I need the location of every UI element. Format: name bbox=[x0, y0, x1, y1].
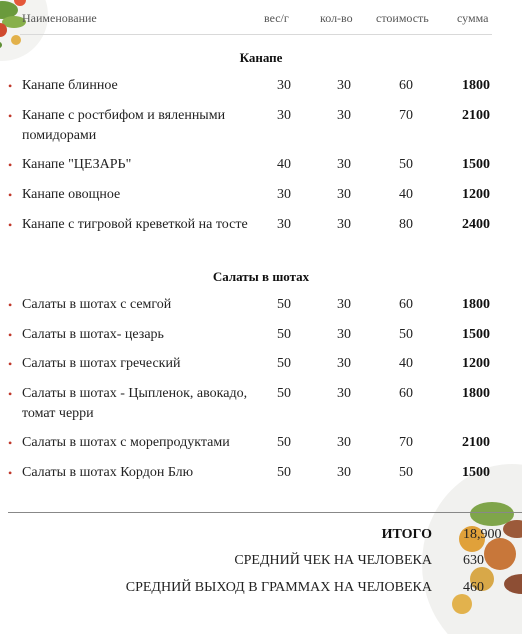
item-price: 60 bbox=[399, 297, 413, 312]
totals-divider bbox=[8, 512, 522, 513]
item-weight: 50 bbox=[277, 327, 291, 342]
bullet-icon: • bbox=[8, 109, 13, 123]
bullet-icon: • bbox=[8, 466, 13, 480]
column-header-qty: кол-во bbox=[320, 11, 353, 25]
item-price: 70 bbox=[399, 435, 413, 450]
bullet-icon: • bbox=[8, 387, 13, 401]
item-weight: 50 bbox=[277, 465, 291, 480]
item-name: Канапе "ЦЕЗАРЬ" bbox=[22, 157, 132, 172]
item-sum: 2100 bbox=[462, 435, 490, 450]
item-weight: 30 bbox=[277, 187, 291, 202]
bullet-icon: • bbox=[8, 436, 13, 450]
section-title: Салаты в шотах bbox=[212, 269, 310, 284]
item-name: Салаты в шотах греческий bbox=[22, 356, 181, 371]
item-weight: 50 bbox=[277, 435, 291, 450]
item-name: Салаты в шотах Кордон Блю bbox=[22, 465, 194, 480]
item-sum: 1500 bbox=[462, 157, 490, 172]
item-price: 50 bbox=[399, 465, 413, 480]
item-price: 70 bbox=[399, 108, 413, 123]
item-sum: 1200 bbox=[462, 187, 490, 202]
column-header-weight: вес/г bbox=[264, 11, 289, 25]
header-divider bbox=[20, 34, 492, 35]
item-sum: 1800 bbox=[462, 386, 490, 401]
item-qty: 30 bbox=[337, 386, 351, 401]
item-qty: 30 bbox=[337, 465, 351, 480]
item-name: Канапе овощное bbox=[22, 187, 121, 202]
item-name: Салаты в шотах с морепродуктами bbox=[22, 435, 230, 450]
total-value: 18,900 bbox=[463, 527, 502, 542]
item-name: Канапе с тигровой креветкой на тосте bbox=[22, 217, 248, 232]
item-sum: 2400 bbox=[462, 217, 490, 232]
item-sum: 1200 bbox=[462, 356, 490, 371]
item-weight: 30 bbox=[277, 217, 291, 232]
item-qty: 30 bbox=[337, 297, 351, 312]
item-weight: 30 bbox=[277, 78, 291, 93]
item-qty: 30 bbox=[337, 217, 351, 232]
item-price: 50 bbox=[399, 327, 413, 342]
item-sum: 1500 bbox=[462, 327, 490, 342]
item-sum: 2100 bbox=[462, 108, 490, 123]
item-name: Салаты в шотах - Цыпленок, авокадо, томат черри bbox=[22, 386, 248, 421]
bullet-icon: • bbox=[8, 158, 13, 172]
avg-check-value: 630 bbox=[463, 553, 484, 568]
item-weight: 50 bbox=[277, 386, 291, 401]
avg-check-label: СРЕДНИЙ ЧЕК НА ЧЕЛОВЕКА bbox=[234, 553, 432, 568]
item-price: 60 bbox=[399, 78, 413, 93]
item-qty: 30 bbox=[337, 157, 351, 172]
item-weight: 40 bbox=[277, 157, 291, 172]
item-name: Канапе с ростбифом и вяленными помидорами bbox=[22, 108, 226, 143]
item-price: 40 bbox=[399, 187, 413, 202]
item-name: Салаты в шотах с семгой bbox=[22, 297, 172, 312]
item-qty: 30 bbox=[337, 108, 351, 123]
item-price: 40 bbox=[399, 356, 413, 371]
item-qty: 30 bbox=[337, 327, 351, 342]
bullet-icon: • bbox=[8, 79, 13, 93]
bullet-icon: • bbox=[8, 357, 13, 371]
bullet-icon: • bbox=[8, 298, 13, 312]
item-qty: 30 bbox=[337, 187, 351, 202]
item-price: 50 bbox=[399, 157, 413, 172]
item-sum: 1800 bbox=[462, 78, 490, 93]
column-header-name: Наименование bbox=[22, 11, 97, 25]
item-qty: 30 bbox=[337, 78, 351, 93]
item-price: 80 bbox=[399, 217, 413, 232]
item-price: 60 bbox=[399, 386, 413, 401]
column-header-price: стоимость bbox=[376, 11, 429, 25]
item-name: Салаты в шотах- цезарь bbox=[22, 327, 164, 342]
item-name: Канапе блинное bbox=[22, 78, 118, 93]
section-title: Канапе bbox=[239, 50, 283, 65]
bullet-icon: • bbox=[8, 328, 13, 342]
column-header-sum: сумма bbox=[457, 11, 489, 25]
item-weight: 50 bbox=[277, 297, 291, 312]
item-weight: 50 bbox=[277, 356, 291, 371]
item-sum: 1800 bbox=[462, 297, 490, 312]
total-label: ИТОГО bbox=[381, 527, 432, 542]
item-qty: 30 bbox=[337, 435, 351, 450]
bullet-icon: • bbox=[8, 218, 13, 232]
table-header bbox=[22, 11, 492, 29]
item-qty: 30 bbox=[337, 356, 351, 371]
avg-weight-label: СРЕДНИЙ ВЫХОД В ГРАММАХ НА ЧЕЛОВЕКА bbox=[125, 580, 432, 595]
bullet-icon: • bbox=[8, 188, 13, 202]
item-weight: 30 bbox=[277, 108, 291, 123]
item-sum: 1500 bbox=[462, 465, 490, 480]
avg-weight-value: 460 bbox=[463, 580, 484, 595]
